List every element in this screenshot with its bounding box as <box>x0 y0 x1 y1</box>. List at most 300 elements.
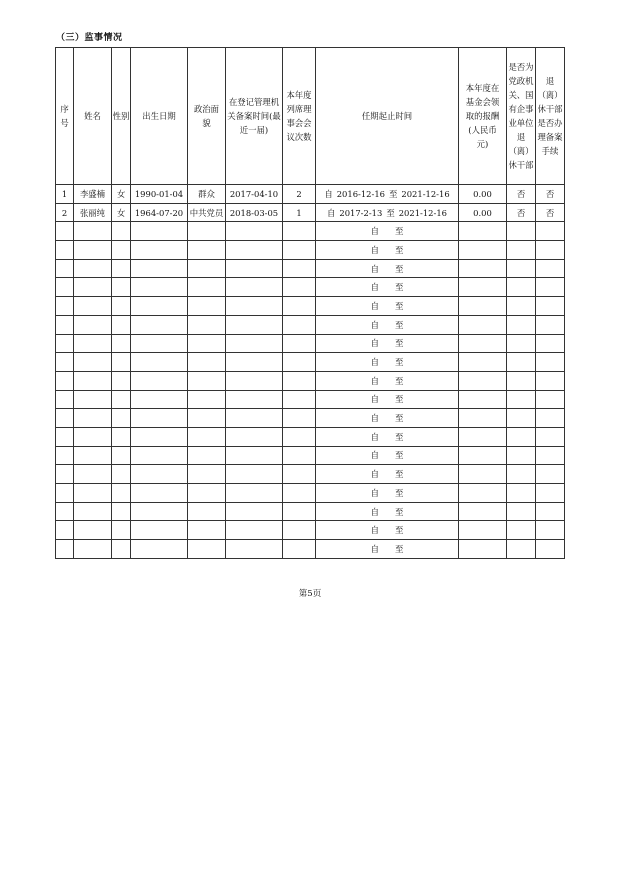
cell-empty <box>131 390 188 409</box>
cell-empty <box>536 484 565 503</box>
term-from-label: 自 <box>370 543 379 554</box>
cell-empty <box>112 315 131 334</box>
cell-empty <box>188 446 226 465</box>
cell-term-period <box>316 465 459 484</box>
term-to-label: 至 <box>395 543 404 554</box>
cell-empty <box>226 502 283 521</box>
cell-term-period <box>316 203 459 222</box>
cell-empty <box>226 465 283 484</box>
cell-retired-cadre: 否 <box>507 203 536 222</box>
cell-empty <box>536 334 565 353</box>
cell-empty <box>188 390 226 409</box>
table-row-empty <box>56 427 565 446</box>
cell-empty <box>507 353 536 372</box>
cell-compensation: 0.00 <box>459 203 507 222</box>
cell-empty <box>226 484 283 503</box>
cell-empty <box>112 297 131 316</box>
cell-empty <box>131 353 188 372</box>
cell-empty <box>226 390 283 409</box>
cell-term-period <box>316 241 459 260</box>
cell-term-period <box>316 353 459 372</box>
term-from-label: 自 <box>370 525 379 536</box>
cell-empty <box>536 521 565 540</box>
cell-empty <box>226 241 283 260</box>
cell-empty <box>507 390 536 409</box>
cell-empty <box>188 334 226 353</box>
cell-empty <box>536 446 565 465</box>
cell-empty <box>74 297 112 316</box>
term-from-label: 自 <box>370 263 379 274</box>
cell-empty <box>112 334 131 353</box>
cell-empty <box>226 521 283 540</box>
cell-empty <box>283 465 316 484</box>
cell-birth-date: 1990-01-04 <box>131 185 188 204</box>
cell-empty <box>459 540 507 559</box>
cell-empty <box>74 259 112 278</box>
cell-empty <box>536 315 565 334</box>
cell-empty <box>459 259 507 278</box>
cell-empty <box>74 222 112 241</box>
table-row-empty <box>56 371 565 390</box>
cell-empty <box>56 222 74 241</box>
term-to-label: 至 <box>395 244 404 255</box>
cell-empty <box>507 521 536 540</box>
term-from-label: 自 <box>370 469 379 480</box>
cell-name: 李盛楠 <box>74 185 112 204</box>
cell-empty <box>188 484 226 503</box>
cell-empty <box>507 371 536 390</box>
table-header-row <box>56 48 565 185</box>
term-to-label: 至 <box>395 413 404 424</box>
table-row-empty <box>56 390 565 409</box>
cell-empty <box>283 334 316 353</box>
cell-empty <box>56 502 74 521</box>
cell-empty <box>74 446 112 465</box>
cell-empty <box>507 259 536 278</box>
cell-empty <box>131 259 188 278</box>
cell-empty <box>536 222 565 241</box>
table-row-empty <box>56 334 565 353</box>
cell-empty <box>112 465 131 484</box>
cell-empty <box>56 241 74 260</box>
cell-empty <box>459 222 507 241</box>
cell-empty <box>56 315 74 334</box>
cell-empty <box>56 371 74 390</box>
cell-empty <box>74 465 112 484</box>
cell-empty <box>112 222 131 241</box>
cell-empty <box>188 278 226 297</box>
term-start: 2016-12-16 <box>336 188 385 199</box>
term-end: 2021-12-16 <box>401 188 450 199</box>
cell-empty <box>459 409 507 428</box>
term-from-label: 自 <box>370 226 379 237</box>
cell-term-period <box>316 446 459 465</box>
cell-empty <box>459 353 507 372</box>
cell-empty <box>459 446 507 465</box>
term-from-label: 自 <box>370 506 379 517</box>
header-seq: 序号 <box>56 48 74 185</box>
cell-birth-date: 1964-07-20 <box>131 203 188 222</box>
cell-empty <box>507 446 536 465</box>
cell-empty <box>507 278 536 297</box>
term-to-label: 至 <box>395 450 404 461</box>
term-from-label: 自 <box>370 338 379 349</box>
table-row-empty <box>56 484 565 503</box>
cell-empty <box>112 259 131 278</box>
cell-term-period <box>316 409 459 428</box>
cell-term-period <box>316 259 459 278</box>
table-body <box>56 185 565 559</box>
cell-empty <box>56 484 74 503</box>
term-to-label: 至 <box>386 207 395 218</box>
cell-term-period <box>316 185 459 204</box>
cell-empty <box>226 315 283 334</box>
cell-empty <box>188 297 226 316</box>
cell-empty <box>112 390 131 409</box>
term-to-label: 至 <box>395 319 404 330</box>
cell-meeting-count: 2 <box>283 185 316 204</box>
cell-empty <box>283 259 316 278</box>
cell-term-period <box>316 278 459 297</box>
term-from-label: 自 <box>370 487 379 498</box>
cell-empty <box>536 241 565 260</box>
cell-empty <box>507 241 536 260</box>
term-to-label: 至 <box>395 525 404 536</box>
cell-empty <box>283 427 316 446</box>
cell-empty <box>131 521 188 540</box>
cell-empty <box>112 484 131 503</box>
term-to-label: 至 <box>395 282 404 293</box>
header-birth-date: 出生日期 <box>131 48 188 185</box>
cell-empty <box>131 502 188 521</box>
cell-empty <box>226 409 283 428</box>
term-from-label: 自 <box>370 431 379 442</box>
cell-empty <box>56 353 74 372</box>
term-to-label: 至 <box>395 263 404 274</box>
cell-empty <box>131 371 188 390</box>
cell-empty <box>56 390 74 409</box>
cell-empty <box>536 465 565 484</box>
cell-term-period <box>316 315 459 334</box>
cell-seq: 1 <box>56 185 74 204</box>
cell-empty <box>188 222 226 241</box>
cell-empty <box>226 222 283 241</box>
cell-empty <box>74 521 112 540</box>
table-row <box>56 185 565 204</box>
page-number: 第5页 <box>298 589 322 599</box>
cell-filing-time: 2018-03-05 <box>226 203 283 222</box>
cell-term-period <box>316 297 459 316</box>
cell-empty <box>56 427 74 446</box>
section-title: （三）监事情况 <box>56 33 123 43</box>
cell-empty <box>131 315 188 334</box>
cell-empty <box>56 259 74 278</box>
term-to-label: 至 <box>395 394 404 405</box>
term-from-label: 自 <box>326 207 336 218</box>
cell-empty <box>74 484 112 503</box>
cell-empty <box>459 371 507 390</box>
cell-empty <box>131 297 188 316</box>
term-to-label: 至 <box>395 338 404 349</box>
term-from-label: 自 <box>370 300 379 311</box>
cell-empty <box>226 259 283 278</box>
header-political-status: 政治面貌 <box>188 48 226 185</box>
cell-empty <box>536 278 565 297</box>
cell-empty <box>507 502 536 521</box>
term-to-label: 至 <box>395 487 404 498</box>
cell-empty <box>536 427 565 446</box>
cell-empty <box>226 297 283 316</box>
term-from-label: 自 <box>370 244 379 255</box>
cell-empty <box>188 521 226 540</box>
cell-empty <box>459 297 507 316</box>
cell-retire-filing: 否 <box>536 185 565 204</box>
cell-empty <box>74 409 112 428</box>
cell-empty <box>74 334 112 353</box>
cell-empty <box>188 353 226 372</box>
cell-term-period <box>316 484 459 503</box>
cell-empty <box>226 334 283 353</box>
cell-empty <box>131 484 188 503</box>
term-from-label: 自 <box>370 375 379 386</box>
cell-seq: 2 <box>56 203 74 222</box>
term-from-label: 自 <box>370 319 379 330</box>
header-retire-filing: 退（离）休干部是否办理备案手续 <box>536 48 565 185</box>
table-row-empty <box>56 222 565 241</box>
cell-empty <box>112 409 131 428</box>
term-to-label: 至 <box>395 469 404 480</box>
cell-empty <box>188 371 226 390</box>
cell-term-period <box>316 334 459 353</box>
table-row-empty <box>56 446 565 465</box>
table-row-empty <box>56 502 565 521</box>
table-row-empty <box>56 521 565 540</box>
cell-empty <box>131 465 188 484</box>
cell-empty <box>74 540 112 559</box>
table-row-empty <box>56 409 565 428</box>
supervisors-table <box>55 47 565 559</box>
cell-empty <box>112 502 131 521</box>
cell-empty <box>283 241 316 260</box>
cell-empty <box>507 334 536 353</box>
cell-empty <box>283 278 316 297</box>
cell-empty <box>74 353 112 372</box>
cell-empty <box>56 409 74 428</box>
table-row-empty <box>56 353 565 372</box>
cell-empty <box>226 278 283 297</box>
cell-empty <box>507 315 536 334</box>
cell-empty <box>74 241 112 260</box>
cell-empty <box>112 278 131 297</box>
cell-gender: 女 <box>112 185 131 204</box>
cell-empty <box>131 222 188 241</box>
cell-empty <box>112 446 131 465</box>
table-row-empty <box>56 278 565 297</box>
term-to-label: 至 <box>395 506 404 517</box>
term-to-label: 至 <box>395 300 404 311</box>
cell-empty <box>74 371 112 390</box>
cell-term-period <box>316 371 459 390</box>
cell-empty <box>507 297 536 316</box>
table-row-empty <box>56 540 565 559</box>
term-to-label: 至 <box>395 357 404 368</box>
cell-empty <box>507 465 536 484</box>
term-to-label: 至 <box>389 188 398 199</box>
cell-empty <box>459 390 507 409</box>
cell-empty <box>74 427 112 446</box>
table-row <box>56 203 565 222</box>
cell-empty <box>56 446 74 465</box>
term-to-label: 至 <box>395 226 404 237</box>
cell-empty <box>112 371 131 390</box>
cell-empty <box>226 371 283 390</box>
cell-empty <box>536 502 565 521</box>
term-from-label: 自 <box>370 413 379 424</box>
cell-empty <box>74 390 112 409</box>
cell-empty <box>459 521 507 540</box>
header-retired-cadre: 是否为党政机关、国有企事业单位退（离）休干部 <box>507 48 536 185</box>
cell-empty <box>226 427 283 446</box>
cell-empty <box>56 297 74 316</box>
cell-empty <box>536 371 565 390</box>
cell-empty <box>283 222 316 241</box>
cell-compensation: 0.00 <box>459 185 507 204</box>
cell-term-period <box>316 222 459 241</box>
cell-empty <box>283 353 316 372</box>
cell-empty <box>74 315 112 334</box>
cell-empty <box>188 502 226 521</box>
cell-empty <box>536 353 565 372</box>
cell-retired-cadre: 否 <box>507 185 536 204</box>
cell-empty <box>56 521 74 540</box>
header-term-period: 任期起止时间 <box>316 48 459 185</box>
cell-empty <box>188 259 226 278</box>
cell-meeting-count: 1 <box>283 203 316 222</box>
term-from-label: 自 <box>324 188 333 199</box>
cell-empty <box>283 446 316 465</box>
term-from-label: 自 <box>370 450 379 461</box>
term-to-label: 至 <box>395 375 404 386</box>
term-to-label: 至 <box>395 431 404 442</box>
cell-empty <box>283 484 316 503</box>
cell-empty <box>507 409 536 428</box>
cell-empty <box>536 390 565 409</box>
cell-empty <box>112 521 131 540</box>
cell-empty <box>112 427 131 446</box>
cell-empty <box>131 427 188 446</box>
table-row-empty <box>56 241 565 260</box>
cell-term-period <box>316 521 459 540</box>
cell-empty <box>283 502 316 521</box>
cell-term-period <box>316 390 459 409</box>
header-compensation: 本年度在基金会领取的报酬(人民币元) <box>459 48 507 185</box>
cell-empty <box>507 540 536 559</box>
cell-empty <box>131 241 188 260</box>
cell-empty <box>131 540 188 559</box>
cell-empty <box>459 241 507 260</box>
cell-empty <box>507 427 536 446</box>
header-gender: 性别 <box>112 48 131 185</box>
cell-empty <box>112 241 131 260</box>
cell-empty <box>536 409 565 428</box>
cell-empty <box>536 540 565 559</box>
cell-empty <box>459 278 507 297</box>
table-row-empty <box>56 315 565 334</box>
header-name: 姓名 <box>74 48 112 185</box>
cell-political-status: 群众 <box>188 185 226 204</box>
cell-empty <box>226 353 283 372</box>
cell-empty <box>74 502 112 521</box>
cell-empty <box>188 409 226 428</box>
term-start: 2017-2-13 <box>339 207 383 218</box>
cell-empty <box>283 521 316 540</box>
cell-term-period <box>316 502 459 521</box>
cell-empty <box>188 427 226 446</box>
cell-empty <box>56 465 74 484</box>
cell-empty <box>112 353 131 372</box>
header-meeting-count: 本年度列席理事会会议次数 <box>283 48 316 185</box>
cell-empty <box>112 540 131 559</box>
cell-empty <box>188 465 226 484</box>
cell-empty <box>56 540 74 559</box>
cell-empty <box>459 465 507 484</box>
table-row-empty <box>56 259 565 278</box>
cell-gender: 女 <box>112 203 131 222</box>
cell-retire-filing: 否 <box>536 203 565 222</box>
table-row-empty <box>56 297 565 316</box>
cell-empty <box>226 540 283 559</box>
cell-empty <box>131 446 188 465</box>
cell-empty <box>459 502 507 521</box>
cell-empty <box>283 371 316 390</box>
cell-empty <box>283 540 316 559</box>
cell-filing-time: 2017-04-10 <box>226 185 283 204</box>
term-from-label: 自 <box>370 394 379 405</box>
term-from-label: 自 <box>370 282 379 293</box>
cell-empty <box>536 297 565 316</box>
cell-empty <box>131 334 188 353</box>
cell-empty <box>226 446 283 465</box>
cell-empty <box>283 390 316 409</box>
cell-term-period <box>316 540 459 559</box>
cell-empty <box>283 297 316 316</box>
cell-empty <box>459 427 507 446</box>
cell-empty <box>536 259 565 278</box>
cell-empty <box>131 278 188 297</box>
cell-empty <box>131 409 188 428</box>
cell-empty <box>507 484 536 503</box>
cell-empty <box>507 222 536 241</box>
term-end: 2021-12-16 <box>398 207 447 218</box>
cell-empty <box>459 315 507 334</box>
cell-empty <box>188 540 226 559</box>
cell-empty <box>188 315 226 334</box>
cell-empty <box>283 409 316 428</box>
cell-political-status: 中共党员 <box>188 203 226 222</box>
cell-empty <box>459 484 507 503</box>
table-row-empty <box>56 465 565 484</box>
cell-empty <box>74 278 112 297</box>
header-filing-time: 在登记管理机关备案时间(最近一届) <box>226 48 283 185</box>
cell-term-period <box>316 427 459 446</box>
cell-empty <box>283 315 316 334</box>
cell-name: 张丽纯 <box>74 203 112 222</box>
cell-empty <box>56 334 74 353</box>
cell-empty <box>56 278 74 297</box>
cell-empty <box>459 334 507 353</box>
term-from-label: 自 <box>370 357 379 368</box>
cell-empty <box>188 241 226 260</box>
